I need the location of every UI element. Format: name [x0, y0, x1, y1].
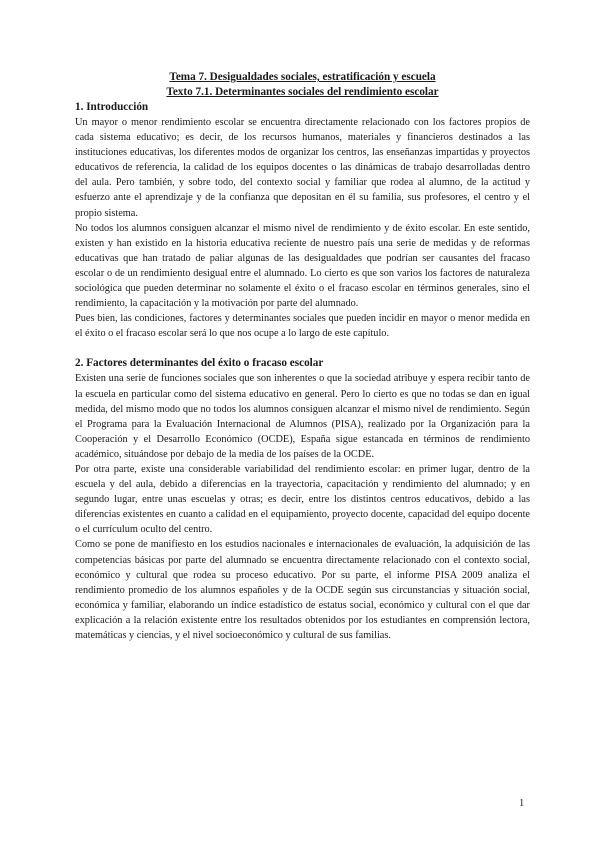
page-number: 1	[519, 798, 525, 809]
document-title: Tema 7. Desigualdades sociales, estratificación y escuela	[169, 71, 436, 83]
document-page	[75, 70, 530, 643]
section-heading-factores: 2. Factores determinantes del éxito o fracaso escolar	[75, 357, 324, 370]
document-subtitle: Texto 7.1. Determinantes sociales del rendimiento escolar	[166, 86, 439, 98]
paragraph: No todos los alumnos consiguen alcanzar el mismo nivel de rendimiento y de éxito escolar. En este sentido, existen y han existido en la historia educativa reciente de nuestro país una serie de medidas y de reformas educativas que han tratado de paliar algunas de las desigualdades que podrían ser causantes del fracaso escolar o de un rendimiento desigual entre el alumnado. Lo cierto es que son varios los factores de naturaleza sociológica que pueden determinar no solamente el éxito o el fracaso escolar en términos generales, sino el rendimiento, la capacitación y la motivación por parte del alumnado.	[75, 222, 530, 310]
paragraph: Existen una serie de funciones sociales que son inherentes o que la sociedad atribuye y espera recibir tanto de la escuela en particular como del sistema educativo en general. Pero lo cierto es que no todas se dan en igual medida, del mismo modo que no todos los alumnos consiguen alcanzar el mismo nivel de rendimiento. Según el Programa para la Evaluación Internacional de Alumnos (PISA), realizado por la Organización para la Cooperación y el Desarrollo Económico (OCDE), España sigue estancada en términos de rendimiento académico, situándose por debajo de la media de los países de la OCDE.	[75, 373, 530, 460]
paragraph: Como se pone de manifiesto en los estudios nacionales e internacionales de evaluación, la adquisición de las competencias básicas por parte del alumnado se encuentra directamente relacionado con el contexto social, económico y cultural que rodea su proceso educativo. Por su parte, el informe PISA 2009 analiza el rendimiento promedio de los alumnos españoles y de la OCDE según sus circunstancias y situación social, económica y familiar, elaborando un índice estadístico de estatus social, económico y cultural con el que dar explicación a la relación existente entre los resultados obtenidos por los estudiantes en comprensión lectora, matemáticas y ciencias, y el nivel socioeconómico y cultural de sus familias.	[75, 539, 530, 641]
section-heading-introduccion: 1. Introducción	[75, 101, 149, 113]
paragraph: Pues bien, las condiciones, factores y determinantes sociales que pueden incidir en mayor o menor medida en el éxito o el fracaso escolar será lo que nos ocupe a lo largo de este capítulo.	[75, 313, 530, 340]
paragraph: Por otra parte, existe una considerable variabilidad del rendimiento escolar: en primer lugar, dentro de la escuela y del aula, debido a diferencias en la trayectoria, capacitación y rendimiento del alumnado; y en segundo lugar, entre unas escuelas y otras; es decir, entre los distintos centros educativos, debido a las diferencias existentes en cuanto a calidad en el equipamiento, proyecto docente, capacidad del equipo docente o el currículum oculto del centro.	[75, 463, 530, 536]
paragraph: Un mayor o menor rendimiento escolar se encuentra directamente relacionado con los factores propios de cada sistema educativo; es decir, de los recursos humanos, materiales y financieros destinados a las instituciones educativas, los diferentes modos de organizar los centros, las enseñanzas impartidas y proyectos educativos de referencia, la calidad de los equipos docentes o las dinámicas de trabajo desarrolladas dentro del aula. Pero también, y sobre todo, del contexto social y familiar que rodea al alumno, de la actitud y esfuerzo ante el aprendizaje y de la confianza que depositan en él su familia, sus profesores, el centro y el propio sistema.	[75, 117, 530, 219]
